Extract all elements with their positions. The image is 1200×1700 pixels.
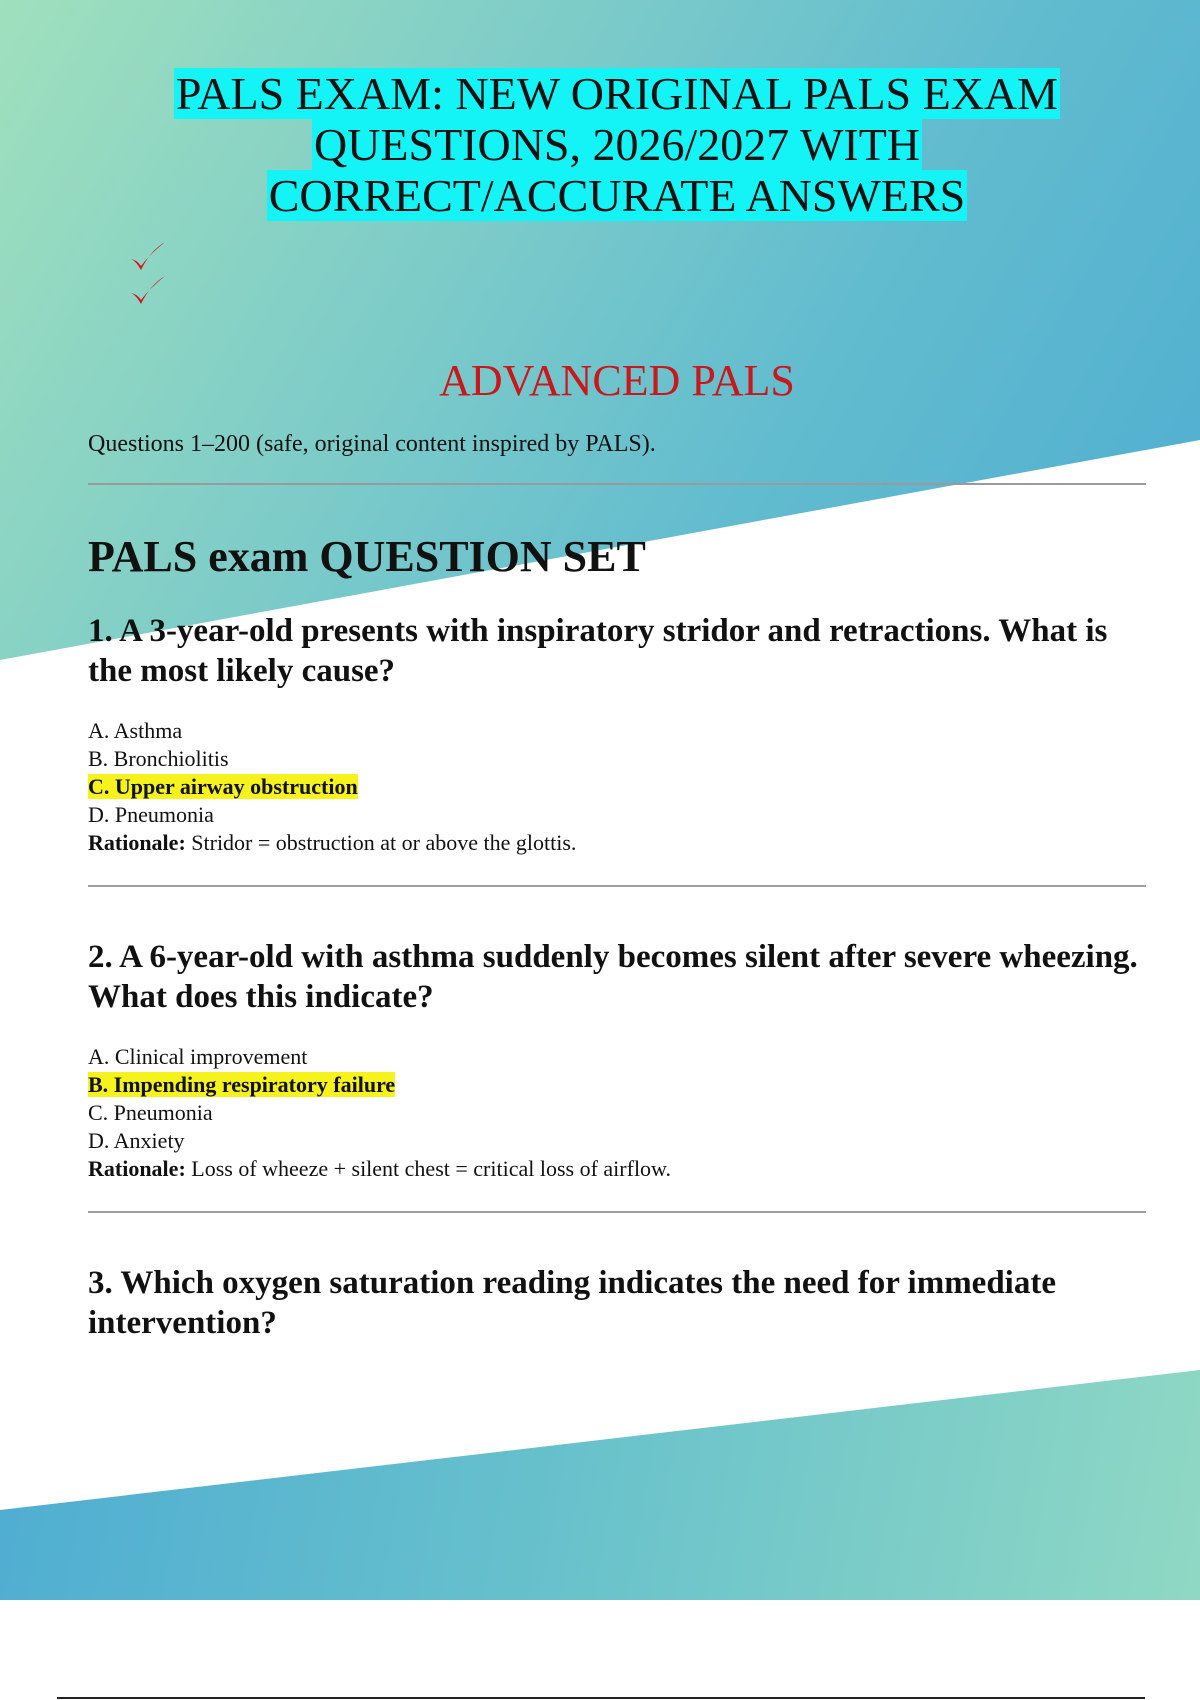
rationale-text: Loss of wheeze + silent chest = critical loss of airflow. xyxy=(185,1156,672,1181)
question-set-heading: PALS exam QUESTION SET xyxy=(88,532,646,581)
rationale-text: Stridor = obstruction at or above the glottis. xyxy=(185,830,577,855)
checkmark-icon xyxy=(128,239,166,275)
checkmarks xyxy=(128,239,1146,315)
rationale xyxy=(88,1155,1146,1183)
option-label: B. Bronchiolitis xyxy=(88,746,229,771)
option-b-correct xyxy=(88,1071,1146,1099)
divider xyxy=(88,885,1146,887)
checkmark-icon xyxy=(128,275,166,311)
option-label: C. Pneumonia xyxy=(88,1100,213,1125)
answer-options xyxy=(88,717,1146,857)
question-text: 2. A 6-year-old with asthma suddenly becomes silent after severe wheezing. What does this indicate? xyxy=(88,939,1138,1015)
question-text: 3. Which oxygen saturation reading indicates the need for immediate intervention? xyxy=(88,1265,1056,1341)
question-3 xyxy=(88,1263,1146,1343)
option-label: C. Upper airway obstruction xyxy=(88,774,358,799)
rationale-label: Rationale: xyxy=(88,1156,186,1181)
question-1 xyxy=(88,611,1146,887)
document-body xyxy=(88,68,1146,1343)
option-d xyxy=(88,1127,1146,1155)
document-title xyxy=(88,68,1146,221)
title-line-3: CORRECT/ACCURATE ANSWERS xyxy=(268,170,966,221)
divider xyxy=(88,1211,1146,1213)
subtitle: ADVANCED PALS xyxy=(439,356,795,405)
option-label: D. Pneumonia xyxy=(88,802,214,827)
option-a xyxy=(88,1043,1146,1071)
divider xyxy=(88,483,1146,485)
intro-text: Questions 1–200 (safe, original content inspired by PALS). xyxy=(88,431,656,457)
option-label: A. Clinical improvement xyxy=(88,1044,308,1069)
option-label: B. Impending respiratory failure xyxy=(88,1072,396,1097)
title-line-2: QUESTIONS, 2026/2027 WITH xyxy=(313,119,921,170)
answer-options xyxy=(88,1043,1146,1183)
option-c xyxy=(88,1099,1146,1127)
option-label: D. Anxiety xyxy=(88,1128,185,1153)
option-c-correct xyxy=(88,773,1146,801)
page-footer-rule xyxy=(57,1697,1145,1699)
question-2 xyxy=(88,937,1146,1213)
option-label: A. Asthma xyxy=(88,718,183,743)
rationale-label: Rationale: xyxy=(88,830,186,855)
option-b xyxy=(88,745,1146,773)
question-text: 1. A 3-year-old presents with inspiratory stridor and retractions. What is the most likely cause? xyxy=(88,613,1108,689)
footer-gradient-background xyxy=(0,1360,1200,1600)
option-d xyxy=(88,801,1146,829)
option-a xyxy=(88,717,1146,745)
title-line-1: PALS EXAM: NEW ORIGINAL PALS EXAM xyxy=(175,68,1059,119)
rationale xyxy=(88,829,1146,857)
